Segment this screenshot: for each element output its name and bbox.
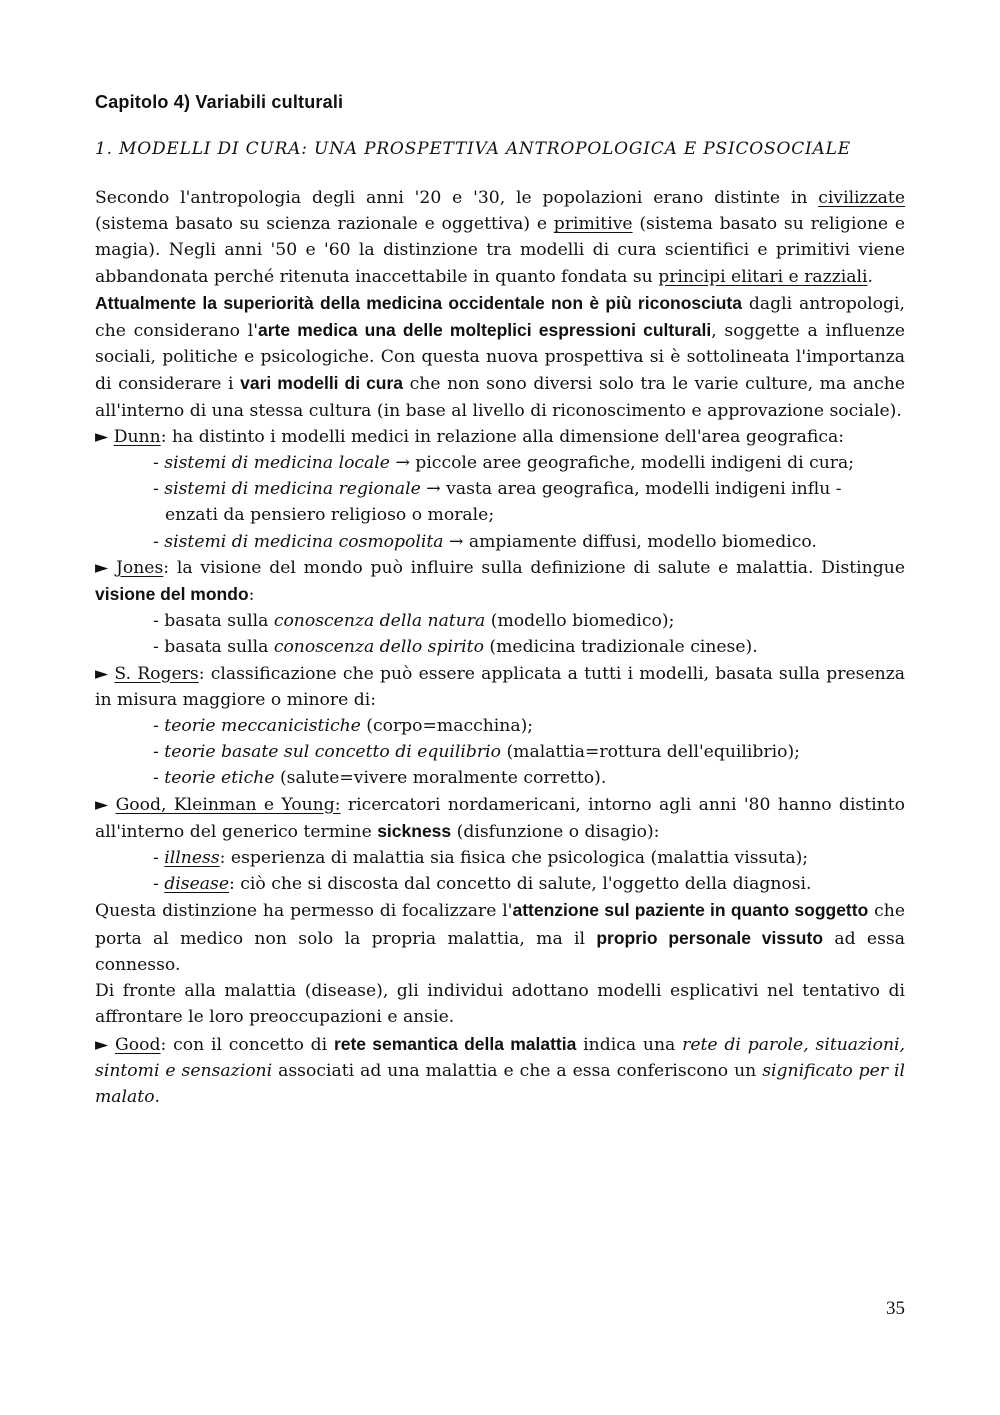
bullet-arrow-icon: ► (95, 426, 114, 447)
good-entry: ► Good: con il concetto di rete semantica della malattia indica una rete di parole, situazioni, sintomi e sensazioni associati ad una malattia e che a essa conferiscono un significato per il malato. (95, 1033, 905, 1107)
list-item: - sistemi di medicina regionale → vasta area geografica, modelli indigeni influ - (153, 479, 842, 500)
list-item: - basata sulla conoscenza dello spirito (medicina tradizionale cinese). (153, 637, 758, 658)
list-item: - sistemi di medicina locale → piccole aree geografiche, modelli indigeni di cura; (153, 453, 855, 474)
bullet-arrow-icon: ► (95, 557, 116, 578)
paragraph-current-view: Attualmente la superiorità della medicina occidentale non è più riconosciuta dagli antropologi, che considerano l'arte medica una delle molteplici espressioni culturali, soggette a influenze sociali, politiche e psicologiche. Con questa nuova prospettiva si è sottolineata l'importanza di considerare i vari modelli di cura che non sono diversi solo tra le varie culture, ma anche all'interno di una stessa cultura (in base al livello di riconoscimento e approvazione sociale). (95, 292, 906, 421)
bullet-arrow-icon: ► (95, 1034, 116, 1055)
list-item: - basata sulla conoscenza della natura (modello biomedico); (153, 611, 675, 632)
list-item: - teorie meccanicistiche (corpo=macchina); (153, 716, 534, 737)
list-item: - teorie basate sul concetto di equilibrio (malattia=rottura dell'equilibrio); (153, 742, 800, 763)
paragraph-patient-focus: Questa distinzione ha permesso di focalizzare l'attenzione sul paziente in quanto soggetto che porta al medico non solo la propria malattia, ma il proprio personale vissuto ad essa connesso. (95, 900, 905, 975)
document-page (95, 92, 905, 1110)
bullet-arrow-icon: ► (95, 794, 116, 815)
dunn-entry: ► Dunn: ha distinto i modelli medici in relazione alla dimensione dell'area geografica: (95, 426, 844, 447)
bullet-arrow-icon: ► (95, 663, 115, 684)
good-kleinman-young-entry: ► Good, Kleinman e Young: ricercatori nordamericani, intorno agli anni '80 hanno distinto all'interno del generico termine sickness (disfunzione o disagio): (95, 794, 905, 842)
list-item: - illness: esperienza di malattia sia fisica che psicologica (malattia vissuta); (153, 848, 809, 869)
list-item: - disease: ciò che si discosta dal concetto di salute, l'oggetto della diagnosi. (153, 874, 812, 895)
list-item-continuation: enzati da pensiero religioso o morale; (165, 505, 495, 526)
list-item: - teorie etiche (salute=vivere moralmente corretto). (153, 768, 607, 789)
paragraph-explanatory-models: Di fronte alla malattia (disease), gli individui adottano modelli esplicativi nel tentativo di affrontare le loro preoccupazioni e ansie. (95, 981, 905, 1028)
paragraph-intro: Secondo l'antropologia degli anni '20 e '30, le popolazioni erano distinte in civilizzate (sistema basato su scienza razionale e oggettiva) e primitive (sistema basato su religione e magia). Negli anni '50 e '60 la distinzione tra modelli di cura scientifici e primitivi viene abbandonata perché ritenuta inaccettabile in quanto fondata su principi elitari e razziali. (95, 188, 906, 287)
chapter-title: Capitolo 4) Variabili culturali (95, 92, 344, 112)
section-title: 1. MODELLI DI CURA: UNA PROSPETTIVA ANTROPOLOGICA E PSICOSOCIALE (95, 139, 851, 159)
rogers-entry: ► S. Rogers: classificazione che può essere applicata a tutti i modelli, basata sulla presenza in misura maggiore o minore di: (95, 663, 905, 710)
jones-entry: ► Jones: la visione del mondo può influire sulla definizione di salute e malattia. Distingue visione del mondo: (95, 557, 905, 606)
page-number: 35 (886, 1298, 905, 1319)
list-item: - sistemi di medicina cosmopolita → ampiamente diffusi, modello biomedico. (153, 531, 817, 552)
